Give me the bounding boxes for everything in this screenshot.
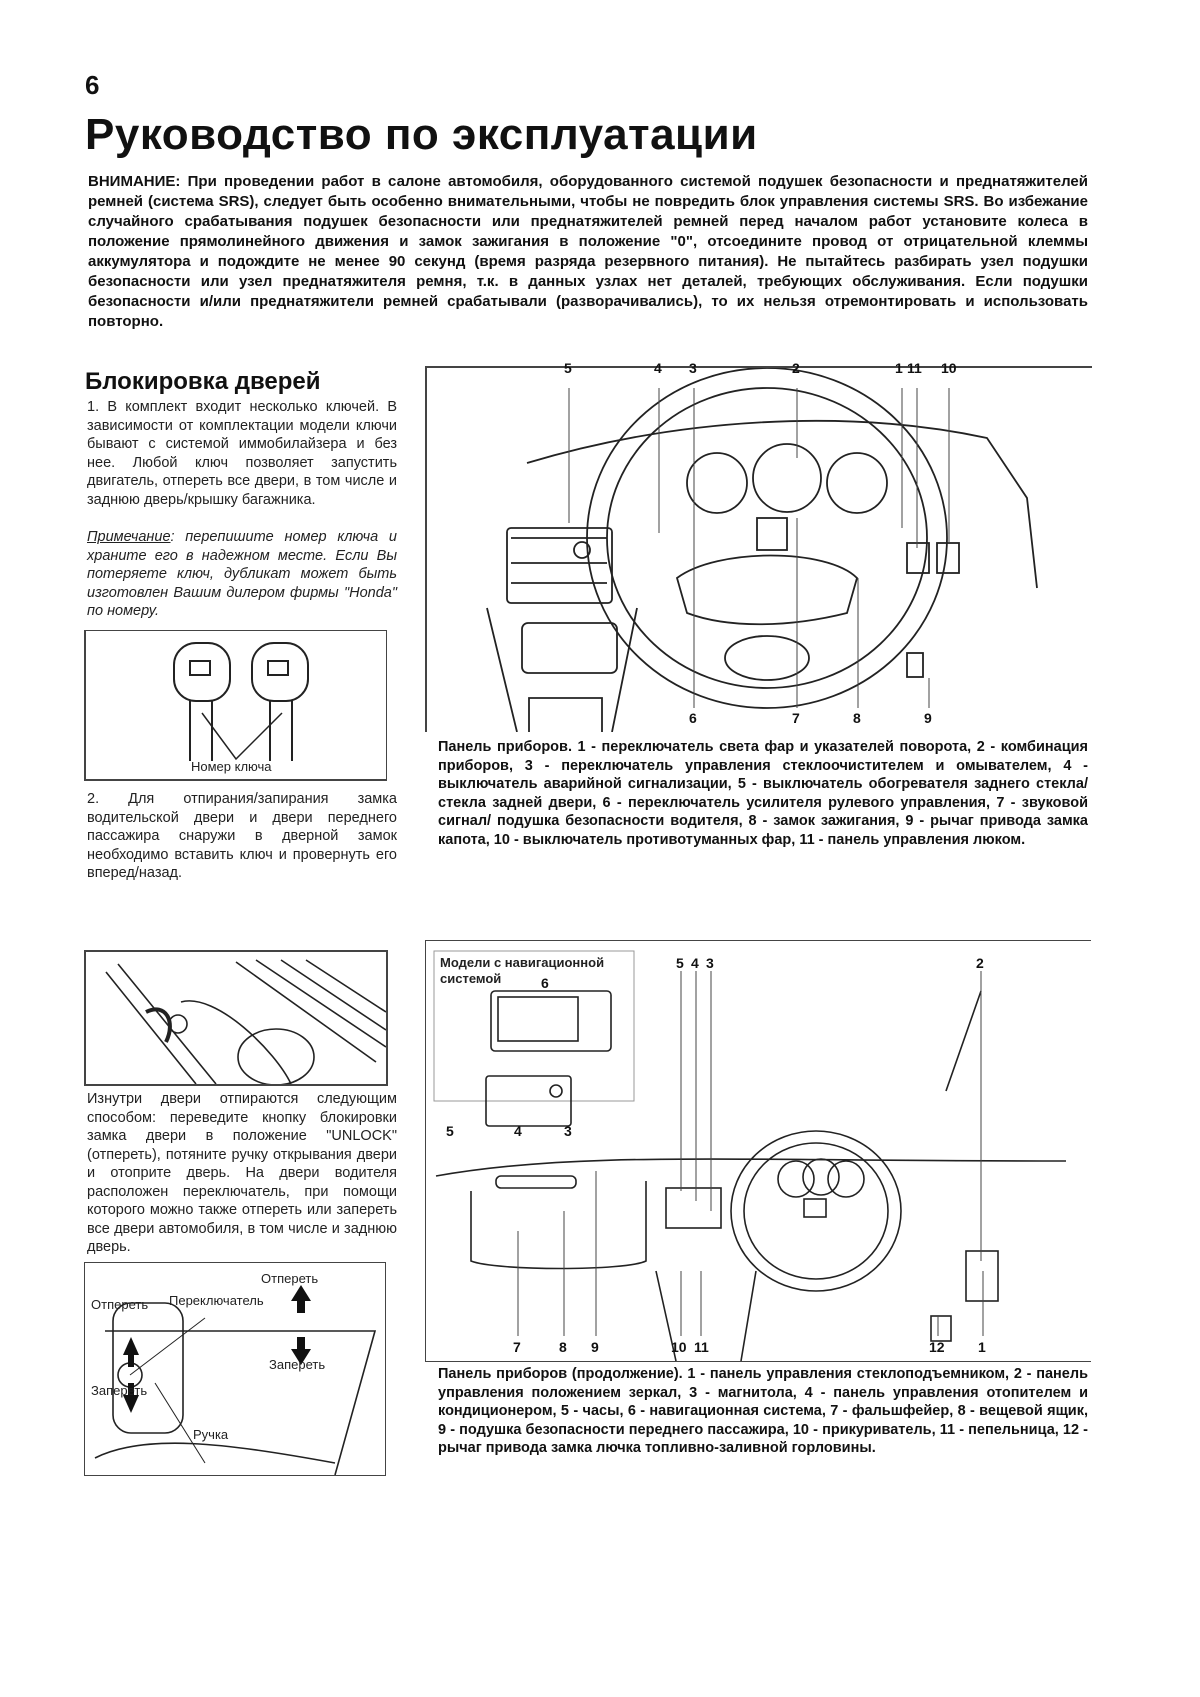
note-label: Примечание	[87, 529, 171, 545]
callout-7: 7	[513, 1339, 521, 1355]
keys-illustration	[86, 631, 386, 779]
dashboard-continued-illustration	[426, 941, 1091, 1361]
inset-callout-3: 3	[564, 1123, 572, 1139]
door-handle-illustration	[86, 952, 386, 1084]
callout-10: 10	[941, 360, 957, 376]
srs-warning	[88, 172, 1088, 332]
dashboard-illustration	[427, 368, 1092, 732]
warning-label: ВНИМАНИЕ:	[88, 173, 181, 190]
unlock-label-right: Отпереть	[261, 1271, 319, 1286]
callout-4: 4	[654, 360, 662, 376]
door-lock-para-3: Изнутри двери отпираются следующим способом: переведите кнопку блокировки замка двери в положение "UNLOCK" (отпереть), потяните ручку открывания двери и отоприте дверь. На двери водителя расположен переключатель, при помощи которого можно также отпереть или запереть все двери автомобиля, в том числе и заднюю дверь.	[87, 1091, 397, 1255]
callout-10: 10	[671, 1339, 687, 1355]
lock-label-right: Запереть	[269, 1357, 326, 1372]
lock-label-left: Запереть	[91, 1383, 148, 1398]
inset-callout-4: 4	[514, 1123, 522, 1139]
inset-callout-6: 6	[541, 975, 549, 991]
page-title: Руководство по эксплуатации	[85, 110, 758, 159]
callout-12: 12	[929, 1339, 945, 1355]
callout-1: 1	[978, 1339, 986, 1355]
callout-11: 11	[694, 1339, 709, 1355]
unlock-label-left: Отпереть	[91, 1297, 149, 1312]
note-text: : перепишите номер ключа и храните его в надежном месте. Если Вы потеряете ключ, дубликат может быть изготовлен Вашим дилером фирмы "Honda" по номеру.	[87, 529, 397, 619]
callout-2: 2	[976, 955, 984, 971]
callout-3: 3	[689, 360, 697, 376]
switch-label: Переключатель	[169, 1293, 264, 1308]
door-lock-para-2: 2. Для отпирания/запирания замка водительской двери и двери переднего пассажира снаружи в дверной замок необходимо вставить ключ и провернуть его вперед/назад.	[87, 791, 397, 881]
callout-5: 5	[676, 955, 684, 971]
callout-2: 2	[792, 360, 800, 376]
callout-8: 8	[559, 1339, 567, 1355]
inset-callout-5: 5	[446, 1123, 454, 1139]
callout-9: 9	[591, 1339, 599, 1355]
dashboard-continued-caption: Панель приборов (продолжение). 1 - панель управления стеклоподъемником, 2 - панель управления положением зеркал, 3 - магнитола, 4 - панель управления отопителем и кондиционером, 5 - часы, 6 - навигационная система, 7 - фальшфейер, 8 - вещевой ящик, 9 - подушка безопасности переднего пассажира, 10 - прикуриватель, 11 - пепельница, 12 - рычаг привода замка лючка топливно-заливной горловины.	[438, 1366, 1088, 1456]
key-number-label: Номер ключа	[191, 759, 272, 774]
callout-4: 4	[691, 955, 699, 971]
inside-lock-figure	[84, 1262, 386, 1476]
callout-6: 6	[689, 710, 697, 726]
nav-inset-title: Модели с навигационной системой	[440, 955, 605, 986]
callout-9: 9	[924, 710, 932, 726]
callout-11: 11	[907, 360, 922, 376]
page-number: 6	[85, 70, 100, 100]
dashboard-figure	[425, 360, 1092, 732]
keys-figure	[84, 630, 387, 781]
section-heading: Блокировка дверей	[85, 368, 321, 395]
dashboard-continued-figure	[425, 940, 1091, 1362]
callout-5: 5	[564, 360, 572, 376]
callout-7: 7	[792, 710, 800, 726]
handle-label: Ручка	[193, 1427, 229, 1442]
key-note	[87, 528, 397, 621]
door-lock-para-1: 1. В комплект входит несколько ключей. В зависимости от комплектации модели ключи бывают с системой иммобилайзера и без нее. Любой ключ позволяет запустить двигатель, отпереть все двери, в том числе и заднюю дверь/крышку багажника.	[87, 399, 397, 508]
callout-3: 3	[706, 955, 714, 971]
dashboard-caption: Панель приборов. 1 - переключатель света фар и указателей поворота, 2 - комбинация приборов, 3 - переключатель управления стеклоочистителем и омывателем, 4 - выключатель аварийной сигнализации, 5 - выключатель обогревателя заднего стекла/стекла задней двери, 6 - переключатель усилителя рулевого управления, 7 - звуковой сигнал/ подушка безопасности водителя, 8 - замок зажигания, 9 - рычаг привода замка капота, 10 - выключатель противотуманных фар, 11 - панель управления люком.	[438, 739, 1088, 848]
callout-8: 8	[853, 710, 861, 726]
callout-1: 1	[895, 360, 903, 376]
warning-text: При проведении работ в салоне автомобиля, оборудованного системой подушек безопасности и преднатяжителей ремней (система SRS), следует быть особенно внимательными, чтобы не повредить блок управления системы SRS. Во избежание случайного срабатывания подушек безопасности или преднатяжителей ремней перед началом работ установите колеса в положение прямолинейного движения и замок зажигания в положение "0", отсоедините провод от отрицательной клеммы аккумулятора и подождите не менее 90 секунд (время разряда резервного питания). Не пытайтесь разбирать узел подушки безопасности или узел преднатяжителя ремня, т.к. в данных узлах нет деталей, требующих обслуживания. Если подушки безопасности и/или преднатяжители ремней срабатывали (разворачивались), то их нельзя отремонтировать и использовать повторно.	[88, 173, 1088, 330]
outside-key-figure	[84, 950, 388, 1086]
